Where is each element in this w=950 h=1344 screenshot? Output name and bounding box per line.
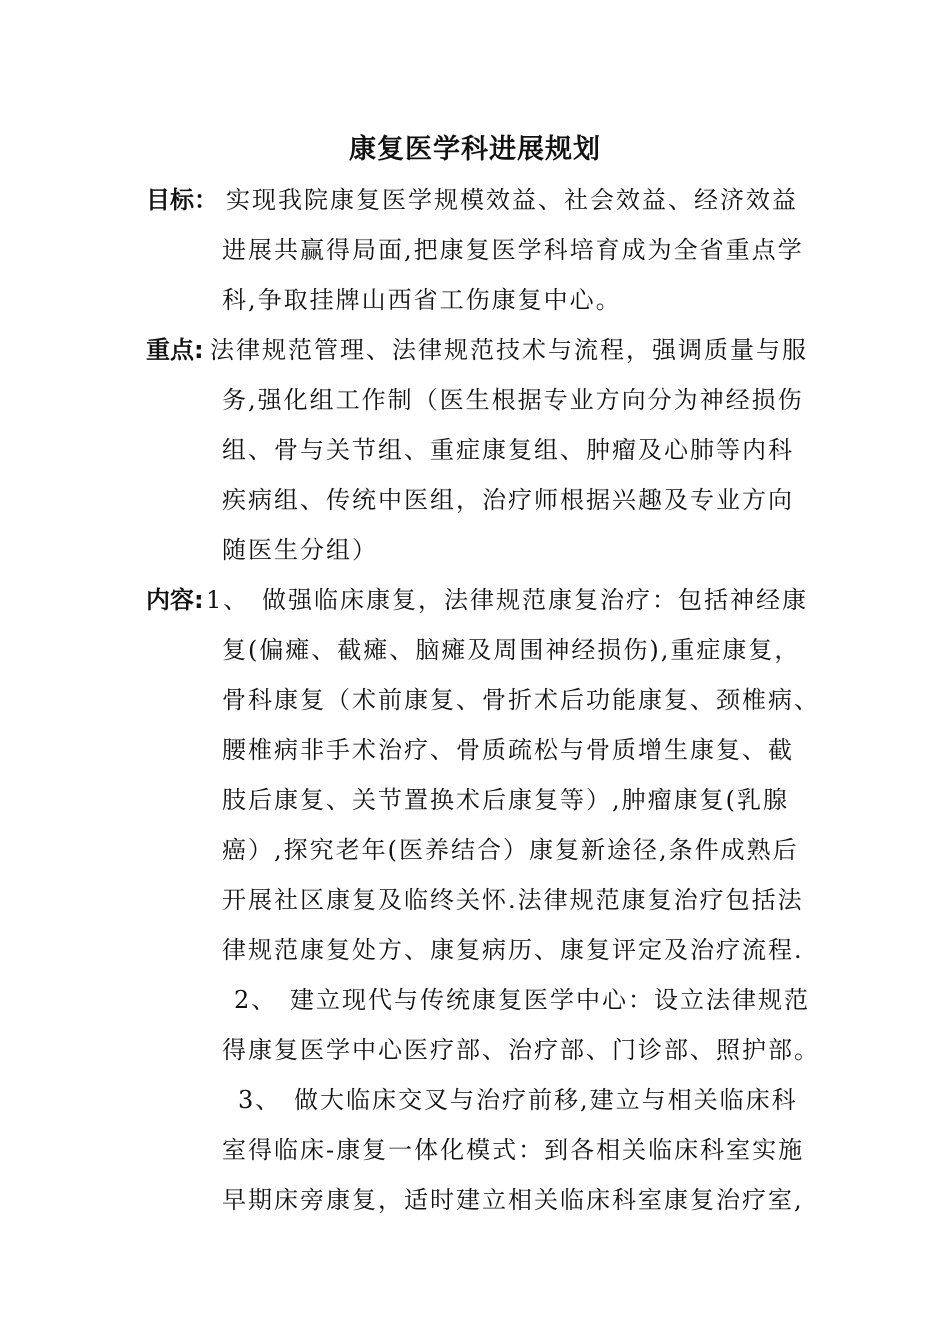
- content-line: 做强临床康复，法律规范康复治疗：包括神经康: [262, 586, 808, 614]
- document-title: 康复医学科进展规划: [349, 134, 601, 165]
- content-line: 律规范康复处方、康复病历、康复评定及治疗流程.: [222, 936, 804, 964]
- goal-line: 实现我院康复医学规模效益、社会效益、经济效益: [226, 186, 798, 214]
- content-line: 腰椎病非手术治疗、骨质疏松与骨质增生康复、截: [222, 736, 794, 764]
- content-line: 建立现代与传统康复医学中心：设立法律规范: [290, 986, 810, 1014]
- focus-line: 法律规范管理、法律规范技术与流程，强调质量与服: [210, 336, 808, 364]
- goal-line: 进展共赢得局面,把康复医学科培育成为全省重点学: [222, 236, 804, 264]
- content-line: 复(偏瘫、截瘫、脑瘫及周围神经损伤),重症康复，: [222, 636, 801, 664]
- content-line: 得康复医学中心医疗部、治疗部、门诊部、照护部。: [222, 1036, 820, 1064]
- content-line: 早期床旁康复，适时建立相关临床科室康复治疗室,: [222, 1186, 804, 1214]
- content-label: 内容:: [146, 586, 204, 614]
- content-line: 做大临床交叉与治疗前移,建立与相关临床科: [294, 1086, 798, 1114]
- focus-line: 务,强化组工作制（医生根据专业方向分为神经损伤: [222, 386, 804, 414]
- focus-label: 重点:: [146, 336, 204, 364]
- focus-line: 随医生分组）: [222, 536, 378, 564]
- item-number: 3、: [238, 1086, 282, 1114]
- goal-label: 目标：: [146, 186, 218, 214]
- focus-line: 组、骨与关节组、重症康复组、肿瘤及心肺等内科: [222, 436, 794, 464]
- content-line: 骨科康复（术前康复、骨折术后功能康复、颈椎病、: [222, 686, 820, 714]
- item-number: 2、: [234, 986, 278, 1014]
- focus-line: 疾病组、传统中医组，治疗师根据兴趣及专业方向: [222, 486, 794, 514]
- goal-line: 科,争取挂牌山西省工伤康复中心。: [222, 286, 622, 314]
- item-number: 1、: [206, 586, 250, 614]
- content-line: 室得临床-康复一体化模式：到各相关临床科室实施: [222, 1136, 805, 1164]
- content-line: 开展社区康复及临终关怀.法律规范康复治疗包括法: [222, 886, 804, 914]
- content-line: 癌）,探究老年(医养结合）康复新途径,条件成熟后: [222, 836, 799, 864]
- content-line: 肢后康复、关节置换术后康复等）,肿瘤康复(乳腺: [222, 786, 789, 814]
